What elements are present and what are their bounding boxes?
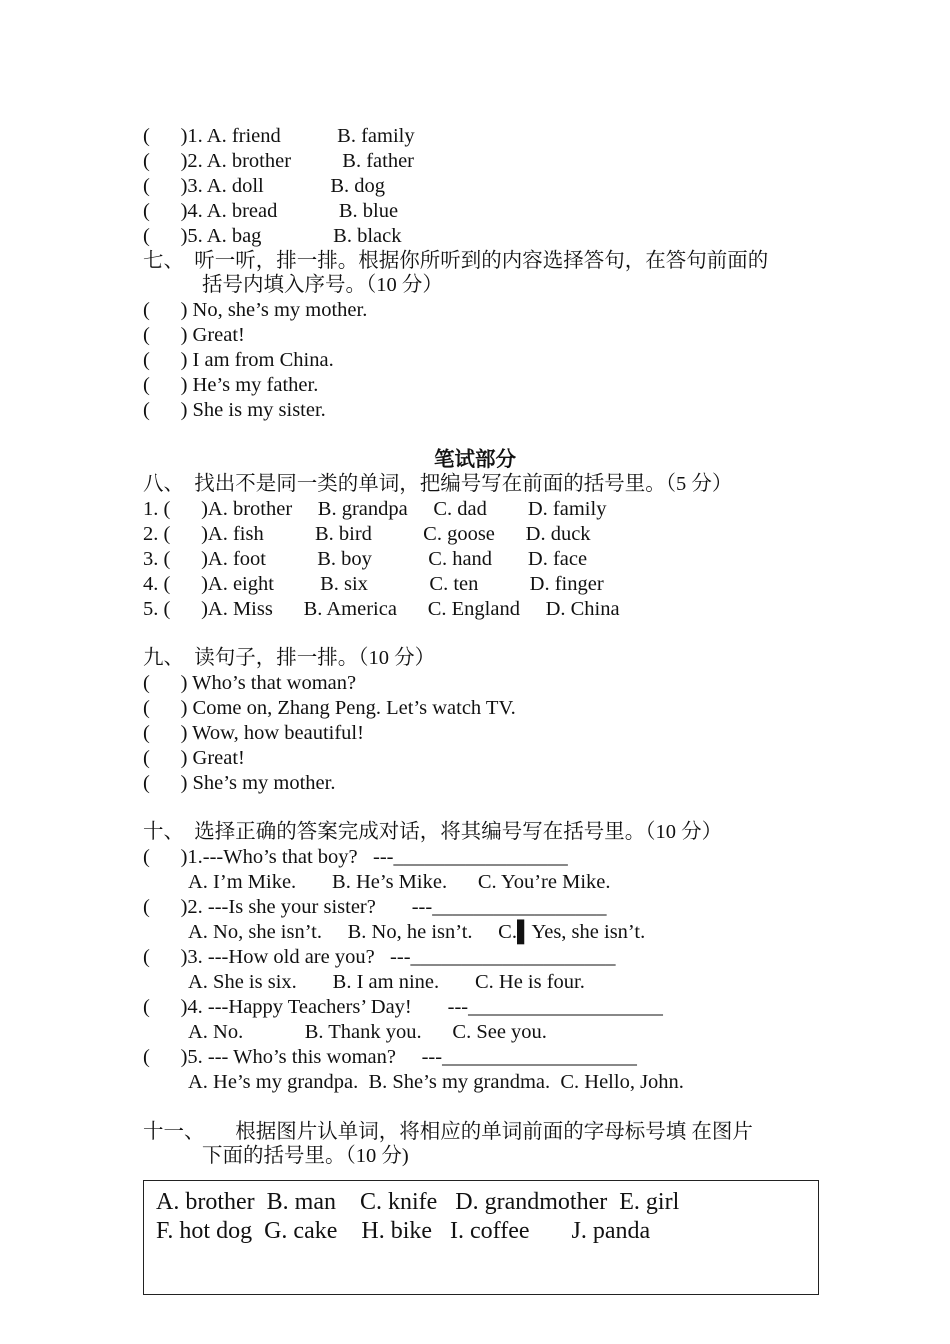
part9-item-1: ( ) Who’s that woman? xyxy=(143,672,357,694)
part7-item-2: ( ) Great! xyxy=(143,324,245,346)
word-bank-line-1: A. brother B. man C. knife D. grandmother E. girl xyxy=(156,1189,680,1215)
part10-heading: 十、 选择正确的答案完成对话，将其编号写在括号里。（10 分） xyxy=(143,821,723,843)
part8-item-3: 3. ( )A. foot B. boy C. hand D. face xyxy=(143,548,588,570)
part6-item-1: ( )1. A. friend B. family xyxy=(143,125,415,147)
part7-item-5: ( ) She is my sister. xyxy=(143,399,326,421)
part10-options-1: A. I’m Mike. B. He’s Mike. C. You’re Mike. xyxy=(143,871,611,893)
part10-question-3: ( )3. ---How old are you? ---____________________ xyxy=(143,946,616,968)
part6-item-5: ( )5. A. bag B. black xyxy=(143,225,402,247)
part10-question-4: ( )4. ---Happy Teachers’ Day! ---___________________ xyxy=(143,996,663,1018)
word-bank-line-2: F. hot dog G. cake H. bike I. coffee J. panda xyxy=(156,1218,651,1244)
part7-heading: 七、 听一听，排一排。根据你所听到的内容选择答句，在答句前面的 xyxy=(143,250,769,272)
part10-question-2: ( )2. ---Is she your sister? ---_________________ xyxy=(143,896,607,918)
part10-options-5: A. He’s my grandpa. B. She’s my grandma. C. Hello, John. xyxy=(143,1071,684,1093)
part10-options-4: A. No. B. Thank you. C. See you. xyxy=(143,1021,547,1043)
part10-question-5: ( )5. --- Who’s this woman? ---___________________ xyxy=(143,1046,637,1068)
part11-heading-cont: 下面的括号里。（10 分) xyxy=(202,1145,409,1167)
part6-item-4: ( )4. A. bread B. blue xyxy=(143,200,399,222)
part8-heading: 八、 找出不是同一类的单词，把编号写在前面的括号里。（5 分） xyxy=(143,473,733,495)
part10-question-1: ( )1.---Who’s that boy? ---_________________ xyxy=(143,846,568,868)
part8-item-4: 4. ( )A. eight B. six C. ten D. finger xyxy=(143,573,604,595)
part11-heading: 十一、 根据图片认单词，将相应的单词前面的字母标号填 在图片 xyxy=(143,1121,753,1143)
part6-item-3: ( )3. A. doll B. dog xyxy=(143,175,386,197)
part7-heading-cont: 括号内填入序号。（10 分） xyxy=(202,274,443,296)
part6-item-2: ( )2. A. brother B. father xyxy=(143,150,414,172)
part7-item-1: ( ) No, she’s my mother. xyxy=(143,299,368,321)
word-bank-box xyxy=(143,1180,819,1295)
written-section-title: 笔试部分 xyxy=(434,449,516,471)
part10-options-2: A. No, she isn’t. B. No, he isn’t. C.▌Yes, she isn’t. xyxy=(143,921,646,943)
part8-item-1: 1. ( )A. brother B. grandpa C. dad D. family xyxy=(143,498,607,520)
part10-options-3: A. She is six. B. I am nine. C. He is four. xyxy=(143,971,585,993)
part9-item-4: ( ) Great! xyxy=(143,747,245,769)
part7-item-4: ( ) He’s my father. xyxy=(143,374,319,396)
part9-item-2: ( ) Come on, Zhang Peng. Let’s watch TV. xyxy=(143,697,516,719)
part9-item-3: ( ) Wow, how beautiful! xyxy=(143,722,364,744)
part7-item-3: ( ) I am from China. xyxy=(143,349,334,371)
part8-item-5: 5. ( )A. Miss B. America C. England D. China xyxy=(143,598,620,620)
part9-heading: 九、 读句子，排一排。（10 分） xyxy=(143,647,436,669)
part8-item-2: 2. ( )A. fish B. bird C. goose D. duck xyxy=(143,523,591,545)
part9-item-5: ( ) She’s my mother. xyxy=(143,772,336,794)
